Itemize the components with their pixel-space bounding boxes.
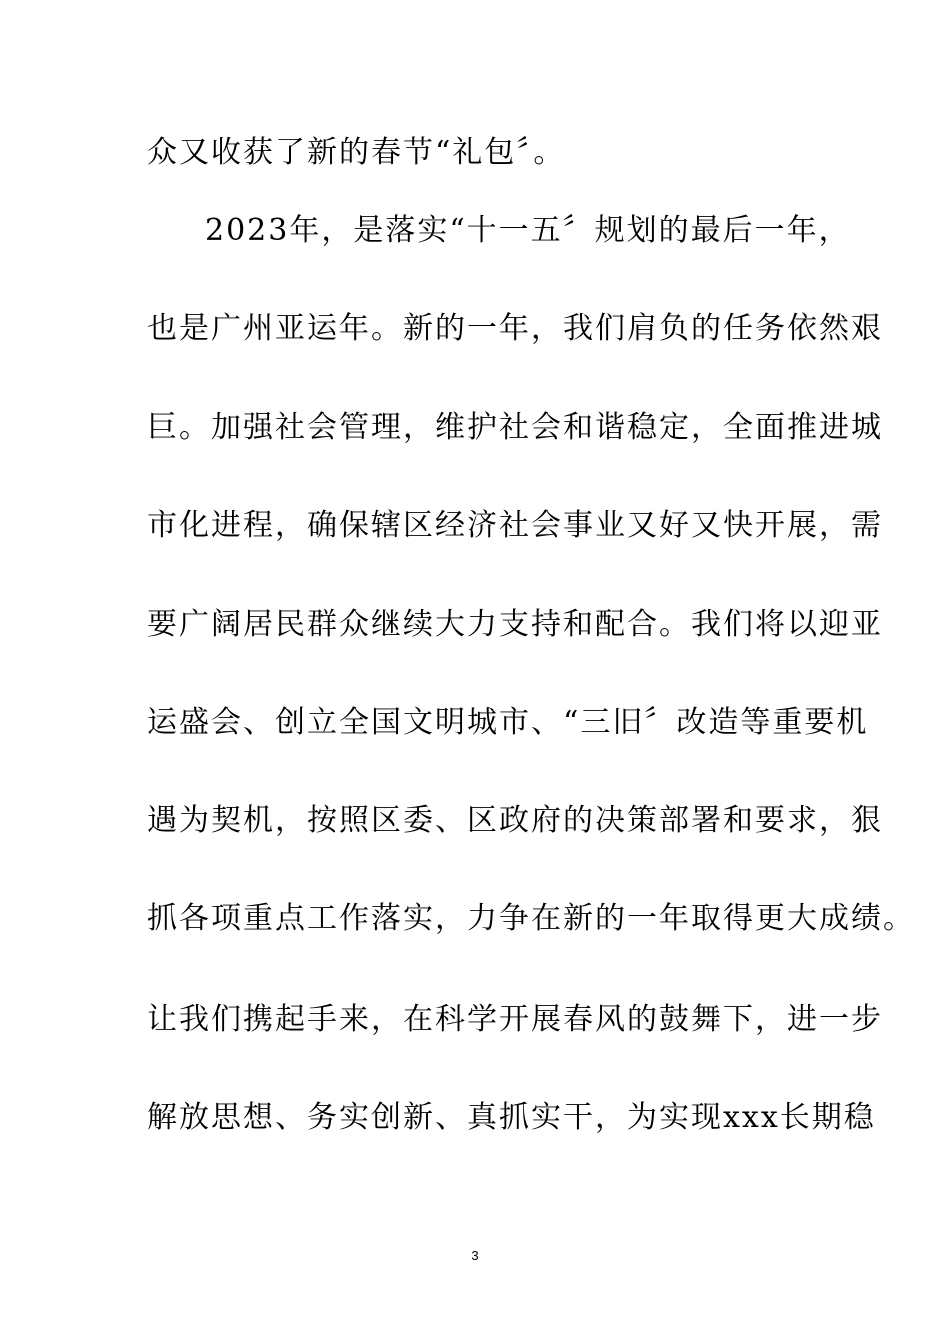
page-number: 3 [471, 1248, 479, 1263]
paragraph-line-1: 众又收获了新的春节“礼包〞。 [147, 135, 566, 170]
paragraph-line-8: 遇为契机，按照区委、区政府的决策部署和要求，狠 [147, 803, 883, 838]
paragraph-line-9: 抓各项重点工作落实，力争在新的一年取得更大成绩。 [147, 901, 915, 936]
paragraph-line-5: 市化进程，确保辖区经济社会事业又好又快开展，需 [147, 508, 883, 543]
paragraph-line-3: 也是广州亚运年。新的一年，我们肩负的任务依然艰 [147, 311, 883, 346]
paragraph-line-10: 让我们携起手来，在科学开展春风的鼓舞下，进一步 [147, 1002, 883, 1037]
paragraph-line-4: 巨。加强社会管理，维护社会和谐稳定，全面推进城 [147, 410, 883, 445]
paragraph-line-6: 要广阔居民群众继续大力支持和配合。我们将以迎亚 [147, 607, 883, 642]
paragraph-line-2: 2023年，是落实“十一五〞规划的最后一年， [205, 213, 851, 248]
paragraph-line-11: 解放思想、务实创新、真抓实干，为实现xxx长期稳 [147, 1100, 876, 1135]
paragraph-line-7: 运盛会、创立全国文明城市、“三旧〞改造等重要机 [147, 705, 869, 740]
